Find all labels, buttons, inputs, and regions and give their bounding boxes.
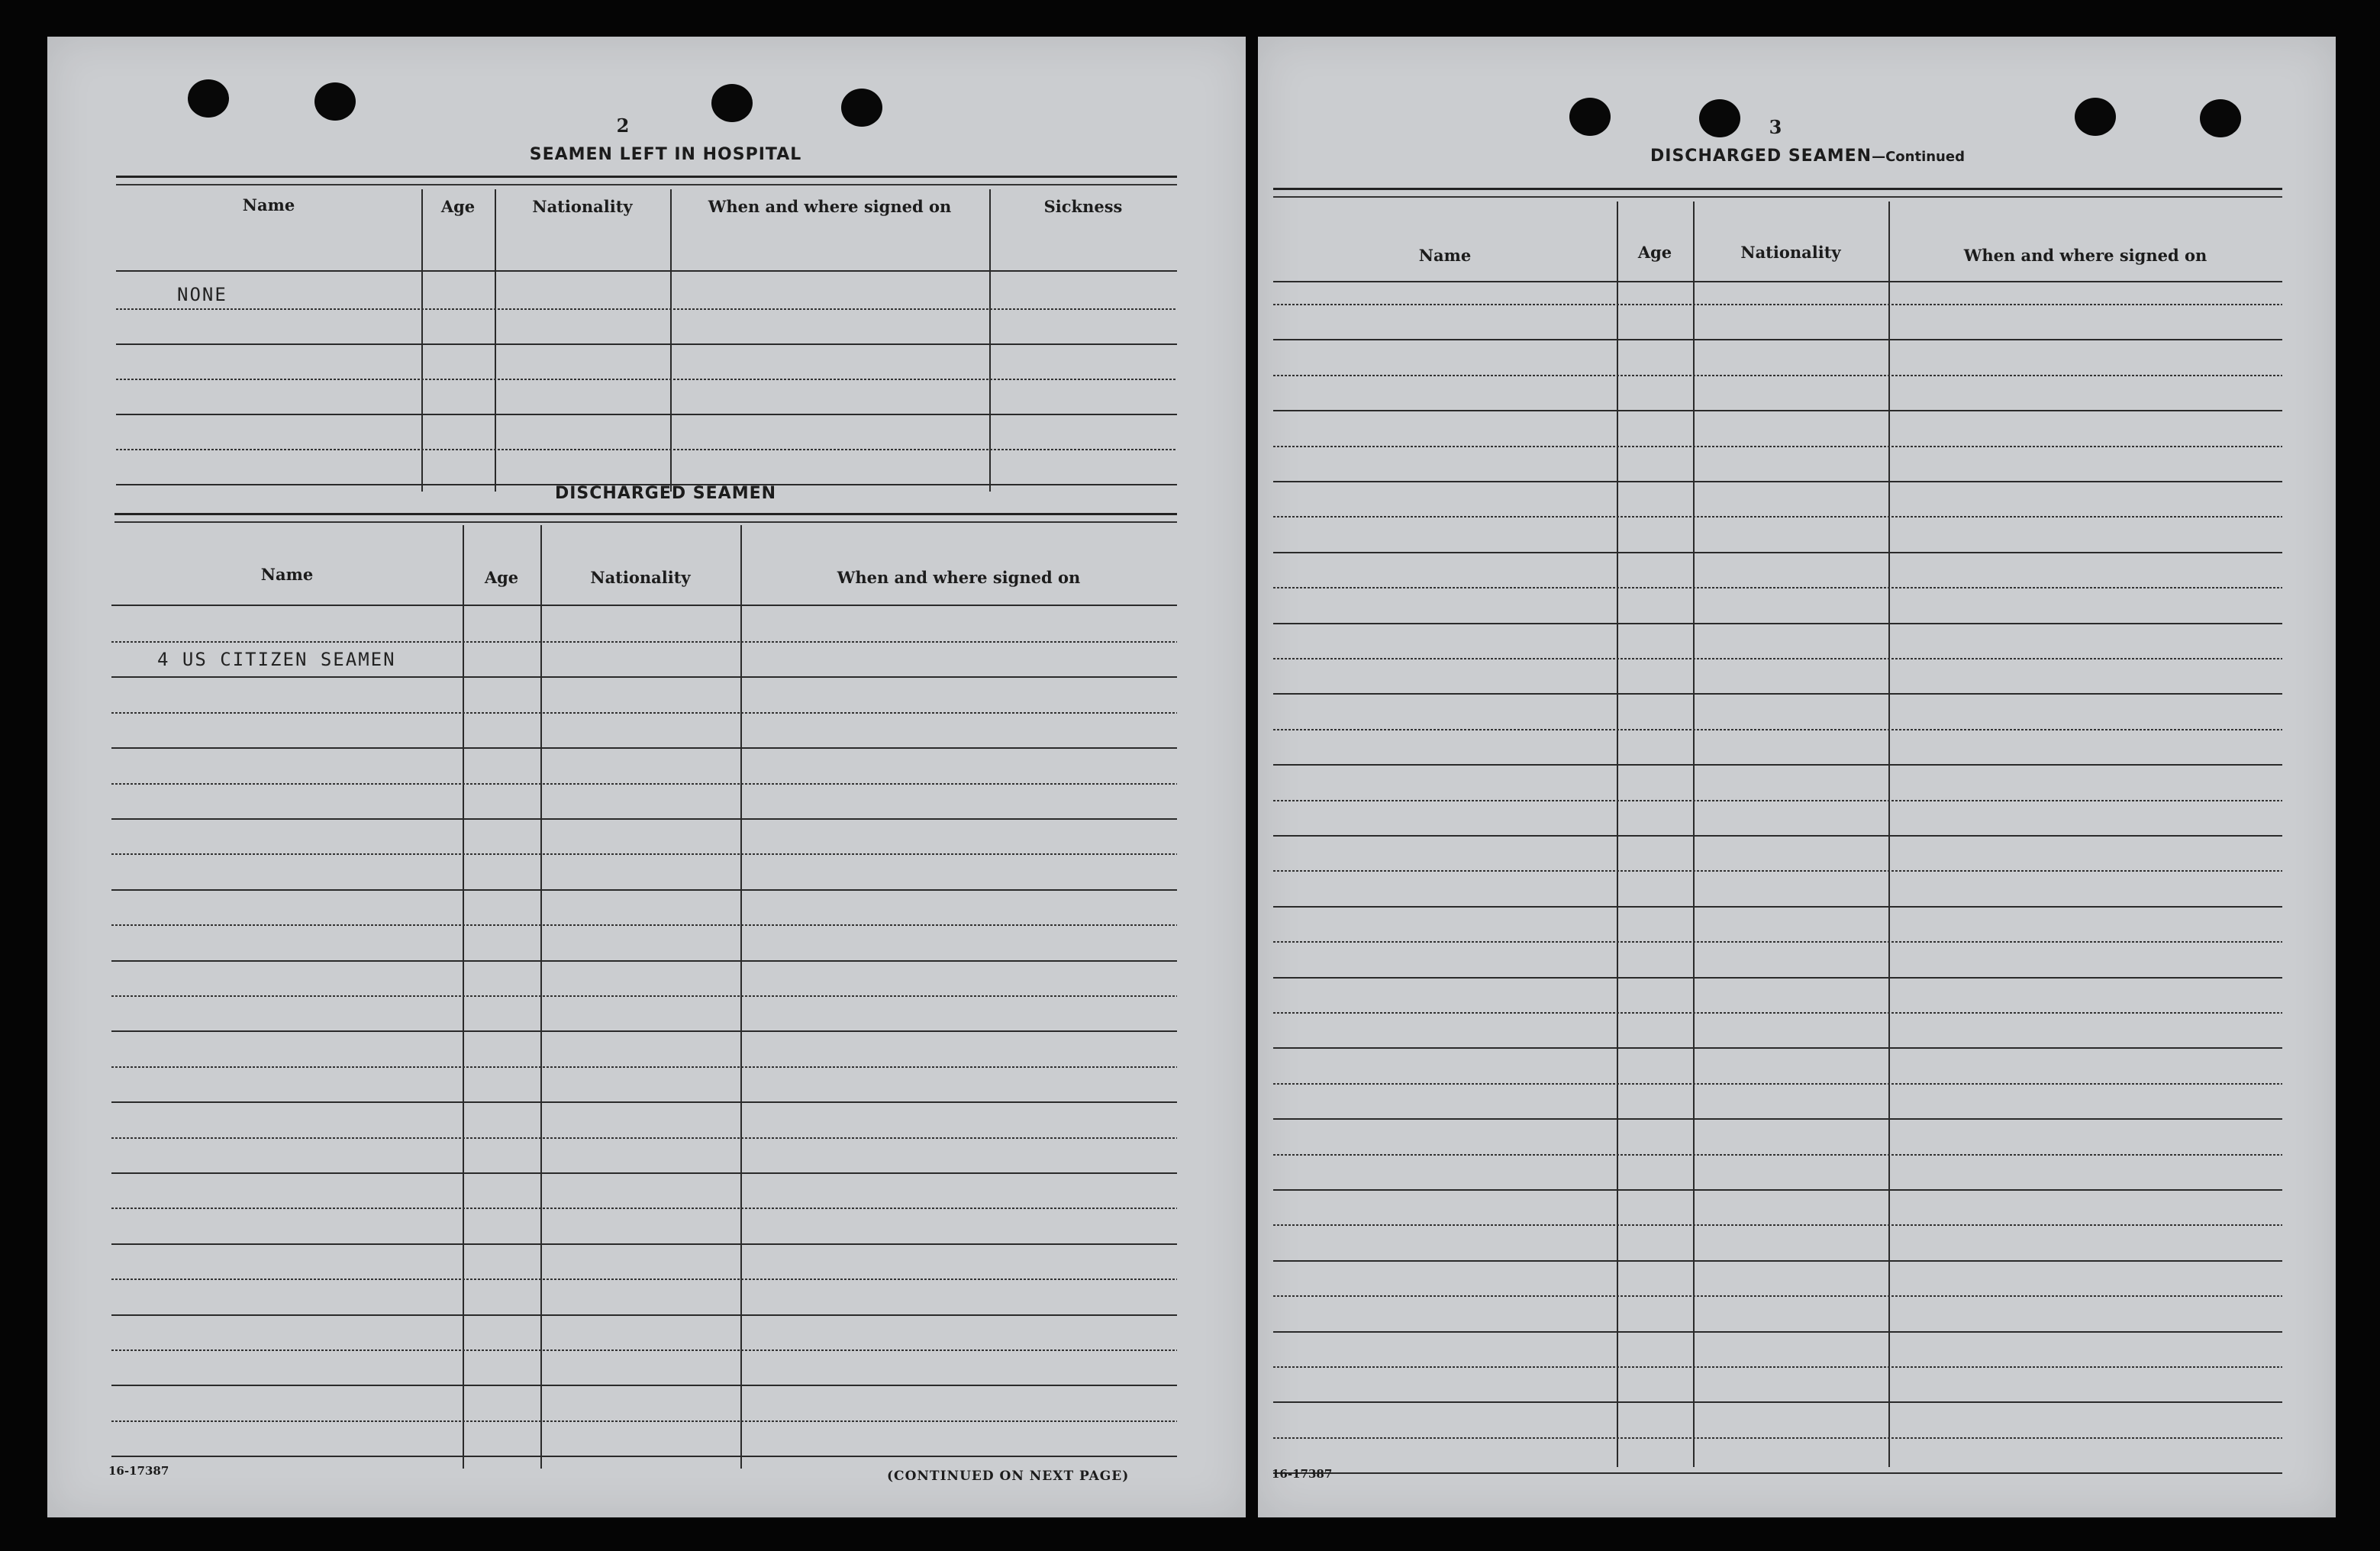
ruled-row-line <box>111 1349 1177 1351</box>
ruled-row-line <box>111 783 1177 785</box>
ruled-row-line <box>1273 304 2282 305</box>
hospital-top-rule <box>116 176 1177 185</box>
discharged-col-signed-on: When and where signed on <box>837 568 1081 587</box>
hospital-col-name: Name <box>242 195 295 214</box>
ruled-row-line <box>1273 375 2282 376</box>
column-divider <box>495 189 496 492</box>
ruled-row-line <box>1273 446 2282 447</box>
ruled-row-line <box>111 818 1177 820</box>
ruled-row-line <box>116 270 1177 272</box>
punch-hole-2 <box>314 82 356 121</box>
hospital-col-signed-on: When and where signed on <box>708 197 952 216</box>
ruled-row-line <box>1273 552 2282 553</box>
discharged-top-rule <box>114 513 1177 523</box>
ruled-row-line <box>116 308 1177 310</box>
ruled-row-line <box>111 1420 1177 1422</box>
ruled-row-line <box>111 1066 1177 1068</box>
ruled-row-line <box>1273 977 2282 979</box>
ruled-row-line <box>111 924 1177 926</box>
punch-hole-6 <box>1699 99 1740 137</box>
ruled-row-line <box>1273 1189 2282 1191</box>
column-divider <box>1617 202 1618 1467</box>
column-divider <box>1888 202 1890 1467</box>
ruled-row-line <box>1273 1083 2282 1085</box>
punch-hole-1 <box>188 79 229 118</box>
column-divider <box>740 525 742 1469</box>
ruled-row-line <box>111 747 1177 749</box>
ruled-row-line <box>116 379 1177 380</box>
ruled-row-line <box>1273 481 2282 482</box>
ruled-row-line <box>1273 1047 2282 1049</box>
ruled-row-line <box>1273 1366 2282 1368</box>
hospital-col-sickness: Sickness <box>1043 197 1123 216</box>
column-divider <box>1693 202 1695 1467</box>
column-divider <box>463 525 464 1469</box>
column-divider <box>670 189 672 492</box>
ruled-row-line <box>1273 800 2282 801</box>
discharged-entry-name: 4 US CITIZEN SEAMEN <box>157 649 396 670</box>
ruled-row-line <box>111 712 1177 714</box>
ruled-row-line <box>116 414 1177 415</box>
ruled-row-line <box>1273 1472 2282 1474</box>
ruled-row-line <box>1273 729 2282 730</box>
ruled-row-line <box>1273 281 2282 282</box>
ruled-row-line <box>1273 941 2282 943</box>
discharged-col-nationality: Nationality <box>590 568 691 587</box>
punch-hole-3 <box>711 84 753 122</box>
ruled-row-line <box>1273 1401 2282 1403</box>
ruled-row-line <box>111 1385 1177 1386</box>
ruled-row-line <box>1273 658 2282 659</box>
discharged-continued-title <box>1579 147 2037 166</box>
continued-col-name: Name <box>1418 246 1472 265</box>
ruled-row-line <box>1273 587 2282 588</box>
punch-hole-7 <box>2075 98 2116 136</box>
ruled-row-line <box>116 449 1177 450</box>
discharged-continued-table <box>1273 202 2282 1469</box>
ruled-row-line <box>1273 906 2282 908</box>
ruled-row-line <box>111 853 1177 855</box>
ruled-row-line <box>111 1456 1177 1457</box>
column-divider <box>421 189 423 492</box>
ruled-row-line <box>111 1314 1177 1316</box>
hospital-col-nationality: Nationality <box>532 197 633 216</box>
hospital-col-age: Age <box>440 197 476 216</box>
discharged-col-name: Name <box>260 565 314 584</box>
ruled-row-line <box>111 641 1177 643</box>
hospital-section-title: SEAMEN LEFT IN HOSPITAL <box>529 145 802 164</box>
ruled-row-line <box>1273 1118 2282 1120</box>
ruled-row-line <box>1273 1331 2282 1333</box>
discharged-table <box>111 525 1177 1472</box>
ruled-row-line <box>111 1172 1177 1174</box>
ruled-row-line <box>1273 870 2282 872</box>
ruled-row-line <box>116 343 1177 345</box>
continued-col-signed-on: When and where signed on <box>1963 246 2207 265</box>
ruled-row-line <box>111 1030 1177 1032</box>
form-number: 16-17387 <box>1272 1467 1333 1481</box>
ruled-row-line <box>1273 1437 2282 1439</box>
ruled-row-line <box>1273 623 2282 624</box>
ruled-row-line <box>111 1243 1177 1245</box>
form-number: 16-17387 <box>108 1464 169 1478</box>
ruled-row-line <box>1273 1224 2282 1226</box>
ruled-row-line <box>1273 1154 2282 1156</box>
ruled-row-line <box>1273 516 2282 518</box>
title-main: DISCHARGED SEAMEN <box>1650 147 1872 166</box>
column-divider <box>540 525 542 1469</box>
right-form-page <box>1258 37 2336 1517</box>
ruled-row-line <box>111 960 1177 962</box>
ruled-row-line <box>111 889 1177 891</box>
ruled-row-line <box>111 1208 1177 1209</box>
punch-hole-8 <box>2200 99 2241 137</box>
punch-hole-4 <box>841 89 882 127</box>
ruled-row-line <box>1273 764 2282 766</box>
ruled-row-line <box>111 1137 1177 1139</box>
ruled-row-line <box>111 676 1177 678</box>
punch-hole-5 <box>1569 98 1611 136</box>
hospital-entry-name: NONE <box>177 284 227 305</box>
ruled-row-line <box>1273 1012 2282 1014</box>
left-form-page <box>47 37 1246 1517</box>
title-suffix: —Continued <box>1872 149 1965 165</box>
page-number: 2 <box>616 114 630 137</box>
continued-col-age: Age <box>1637 243 1672 262</box>
ruled-row-line <box>111 605 1177 606</box>
ruled-row-line <box>1273 1295 2282 1297</box>
ruled-row-line <box>111 995 1177 997</box>
ruled-row-line <box>1273 410 2282 411</box>
ruled-row-line <box>1273 693 2282 695</box>
column-divider <box>989 189 991 492</box>
continued-note: (CONTINUED ON NEXT PAGE) <box>887 1469 1130 1484</box>
ruled-row-line <box>1273 339 2282 340</box>
ruled-row-line <box>111 1101 1177 1103</box>
discharged-section-title: DISCHARGED SEAMEN <box>554 484 777 503</box>
page-number: 3 <box>1769 116 1782 138</box>
continued-top-rule <box>1273 188 2282 198</box>
hospital-table <box>116 189 1177 492</box>
ruled-row-line <box>111 1279 1177 1280</box>
ruled-row-line <box>1273 835 2282 837</box>
discharged-col-age: Age <box>484 568 519 587</box>
ruled-row-line <box>1273 1260 2282 1262</box>
continued-col-nationality: Nationality <box>1740 243 1841 262</box>
